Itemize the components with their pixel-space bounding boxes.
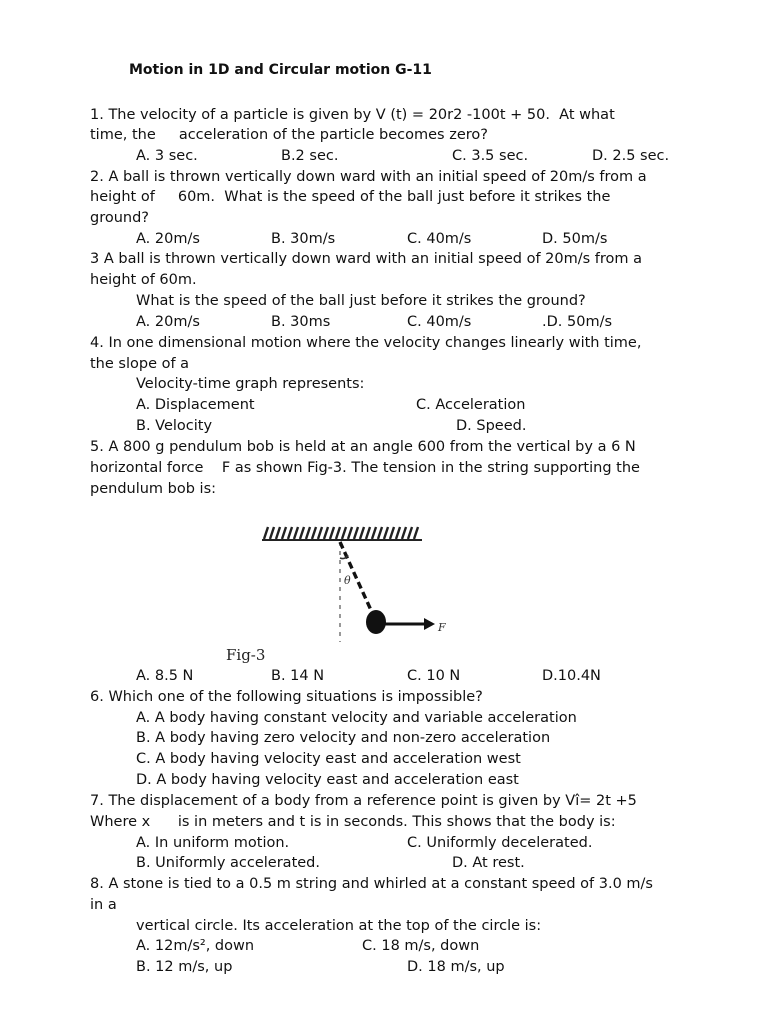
question-6-option-c: C. A body having velocity east and acceleration west	[136, 751, 521, 767]
question-7-option-b: B. Uniformly accelerated.	[136, 855, 320, 871]
figure-label: Fig-3	[226, 646, 266, 664]
question-1-option-b: B.2 sec.	[281, 148, 339, 164]
question-2-option-a: A. 20m/s	[136, 231, 200, 247]
question-8-stem-line-1: 8. A stone is tied to a 0.5 m string and whirled at a constant speed of 3.0 m/s	[90, 876, 653, 892]
question-4-option-b: B. Velocity	[136, 418, 213, 434]
theta-symbol: θ	[344, 574, 351, 587]
question-7-option-d: D. At rest.	[452, 855, 525, 871]
question-2-stem-line-2: height of 60m. What is the speed of the ball just before it strikes the	[90, 189, 611, 205]
question-8-option-a: A. 12m/s², down	[136, 938, 255, 954]
pendulum-bob	[366, 610, 386, 634]
question-3-sub: What is the speed of the ball just before it strikes the ground?	[136, 293, 586, 309]
question-8-option-c: C. 18 m/s, down	[362, 938, 480, 954]
question-2-option-b: B. 30m/s	[271, 231, 336, 247]
question-1-stem-line-1: 1. The velocity of a particle is given by V (t) = 20r2 -100t + 50. At what	[90, 107, 615, 123]
question-6-option-a: A. A body having constant velocity and variable acceleration	[136, 710, 577, 726]
question-1-option-c: C. 3.5 sec.	[452, 148, 529, 164]
pendulum-figure	[222, 514, 462, 668]
question-5-option-b: B. 14 N	[271, 668, 325, 684]
question-1-option-a: A. 3 sec.	[136, 148, 198, 164]
question-4-stem-line-2: the slope of a	[90, 356, 190, 372]
question-5-stem-line-3: pendulum bob is:	[90, 481, 217, 497]
question-1-option-d: D. 2.5 sec.	[592, 148, 670, 164]
question-1-stem-line-2: time, the acceleration of the particle becomes zero?	[90, 127, 488, 143]
question-5-stem-line-1: 5. A 800 g pendulum bob is held at an angle 600 from the vertical by a 6 N	[90, 439, 636, 455]
question-3-stem-line-2: height of 60m.	[90, 272, 197, 288]
question-7-stem-line-1: 7. The displacement of a body from a reference point is given by Vî= 2t +5	[90, 793, 637, 809]
question-6-option-d: D. A body having velocity east and acceleration east	[136, 772, 519, 788]
question-4-stem-line-1: 4. In one dimensional motion where the velocity changes linearly with time,	[90, 335, 642, 351]
question-2-stem-line-1: 2. A ball is thrown vertically down ward with an initial speed of 20m/s from a	[90, 169, 647, 185]
ceiling-support	[262, 527, 422, 540]
question-2-option-d: D. 50m/s	[542, 231, 608, 247]
question-7-option-a: A. In uniform motion.	[136, 835, 290, 851]
question-4-option-c: C. Acceleration	[416, 397, 526, 413]
question-8-option-b: B. 12 m/s, up	[136, 959, 233, 975]
question-8-option-d: D. 18 m/s, up	[407, 959, 505, 975]
force-symbol: F	[438, 621, 446, 634]
question-3-option-c: C. 40m/s	[407, 314, 472, 330]
question-7-stem-line-2: Where x is in meters and t is in seconds. This shows that the body is:	[90, 814, 616, 830]
question-4-option-a: A. Displacement	[136, 397, 255, 413]
page-title: Motion in 1D and Circular motion G-11	[129, 62, 432, 78]
question-5-option-c: C. 10 N	[407, 668, 461, 684]
question-6-option-b: B. A body having zero velocity and non-zero acceleration	[136, 730, 551, 746]
question-8-stem-line-2: in a	[90, 897, 117, 913]
question-3-stem-line-1: 3 A ball is thrown vertically down ward with an initial speed of 20m/s from a	[90, 251, 643, 267]
question-5-stem-line-2: horizontal force F as shown Fig-3. The tension in the string supporting the	[90, 460, 640, 476]
question-8-sub: vertical circle. Its acceleration at the top of the circle is:	[136, 918, 542, 934]
question-6-stem-line-1: 6. Which one of the following situations is impossible?	[90, 689, 483, 705]
question-2-option-c: C. 40m/s	[407, 231, 472, 247]
question-4-option-d: D. Speed.	[456, 418, 527, 434]
force-arrow-head	[424, 618, 435, 630]
question-2-stem-line-3: ground?	[90, 210, 149, 226]
question-3-option-d: .D. 50m/s	[542, 314, 613, 330]
question-7-option-c: C. Uniformly decelerated.	[407, 835, 593, 851]
question-4-sub: Velocity-time graph represents:	[136, 376, 365, 392]
question-3-option-b: B. 30ms	[271, 314, 331, 330]
question-5-option-a: A. 8.5 N	[136, 668, 194, 684]
question-3-option-a: A. 20m/s	[136, 314, 200, 330]
question-5-option-d: D.10.4N	[542, 668, 601, 684]
